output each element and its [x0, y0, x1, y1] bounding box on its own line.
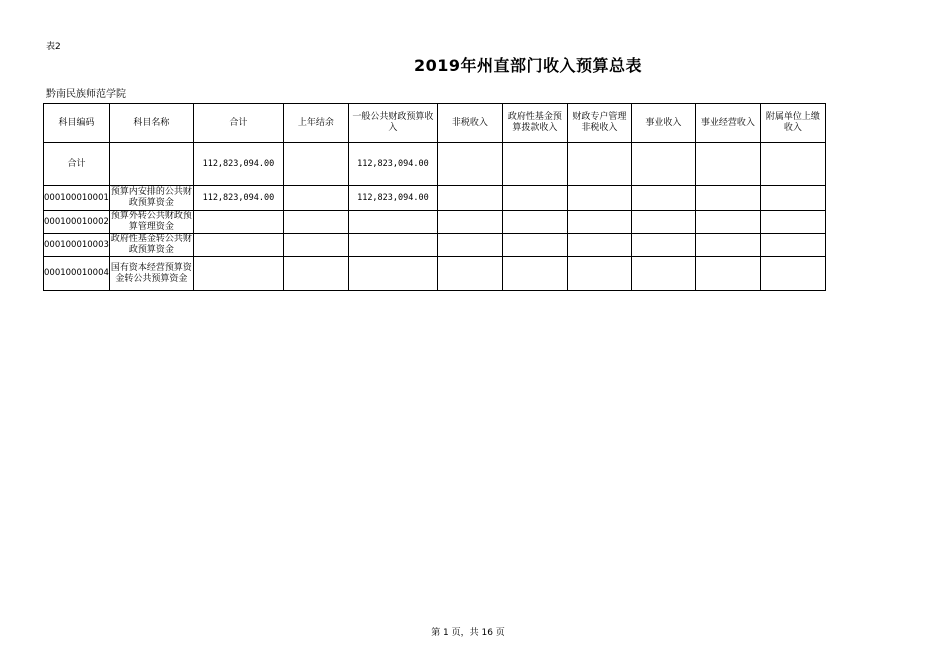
- sheet-label: 表2: [46, 42, 61, 52]
- table-cell: [283, 234, 348, 257]
- table-cell: [567, 234, 631, 257]
- table-row: [44, 211, 826, 234]
- table-header-row: [44, 104, 826, 143]
- table-cell: [760, 234, 825, 257]
- table-cell: [283, 257, 348, 291]
- header-cell: 政府性基金预算拨款收入: [502, 104, 567, 143]
- table-row: [44, 234, 826, 257]
- table-cell: [695, 211, 760, 234]
- page-title: 2019年州直部门收入预算总表: [414, 56, 643, 75]
- table-cell: [695, 143, 760, 186]
- table-row: [44, 257, 826, 291]
- table-cell: [437, 257, 502, 291]
- header-cell: 科目名称: [109, 104, 193, 143]
- table-cell: 政府性基金转公共财政预算资金: [110, 234, 192, 255]
- total-row: [44, 143, 826, 186]
- table-cell: [760, 257, 825, 291]
- table-cell: [502, 186, 567, 211]
- table-cell: [348, 257, 437, 291]
- table-cell: [283, 211, 348, 234]
- table-cell: [631, 143, 695, 186]
- table-cell: [567, 257, 631, 291]
- table-cell: [567, 143, 631, 186]
- table-cell: 000100010003: [44, 234, 110, 257]
- table-cell: 112,823,094.00: [348, 186, 437, 211]
- table-cell: 000100010001: [44, 186, 110, 211]
- table-cell: [695, 234, 760, 257]
- table-cell: [760, 211, 825, 234]
- header-cell: 一般公共财政预算收入: [348, 104, 437, 143]
- table-cell: [437, 211, 502, 234]
- table-cell: [193, 211, 283, 234]
- table-cell: [760, 143, 825, 186]
- header-cell: 科目编码: [44, 104, 110, 143]
- header-cell: 事业经营收入: [695, 104, 760, 143]
- organization-name: 黔南民族师范学院: [46, 89, 126, 100]
- header-cell: 非税收入: [437, 104, 502, 143]
- header-cell: 财政专户管理非税收入: [567, 104, 631, 143]
- table-cell: [631, 257, 695, 291]
- table-cell: 国有资本经营预算资金转公共预算资金: [109, 257, 193, 291]
- table-cell: [695, 186, 760, 211]
- table-cell: [437, 143, 502, 186]
- table-cell: [567, 186, 631, 211]
- table-cell: 112,823,094.00: [348, 143, 437, 186]
- table-cell: [283, 186, 348, 211]
- table-cell: [760, 186, 825, 211]
- header-cell: 上年结余: [283, 104, 348, 143]
- table-cell: [437, 234, 502, 257]
- table-cell: [348, 234, 437, 257]
- page-footer: 第 1 页，共 16 页: [431, 628, 505, 638]
- header-cell: 附属单位上缴收入: [760, 104, 825, 143]
- table-cell: [567, 211, 631, 234]
- table-cell: [695, 257, 760, 291]
- table-cell: 112,823,094.00: [193, 143, 283, 186]
- table-cell: 合计: [44, 143, 110, 186]
- table-cell: [109, 143, 193, 186]
- table-cell: 112,823,094.00: [193, 186, 283, 211]
- table-cell: [502, 143, 567, 186]
- table-cell: [631, 211, 695, 234]
- table-cell: [193, 257, 283, 291]
- table-cell: [631, 234, 695, 257]
- header-cell: 合计: [193, 104, 283, 143]
- table-cell: [502, 234, 567, 257]
- table-cell: 000100010002: [44, 211, 110, 234]
- table-cell: [502, 257, 567, 291]
- table-cell: [437, 186, 502, 211]
- table-cell: 预算外转公共财政预算管理资金: [110, 211, 192, 232]
- table-cell: [348, 211, 437, 234]
- table-cell: 预算内安排的公共财政预算资金: [109, 186, 193, 211]
- table-cell: [631, 186, 695, 211]
- table-cell: [502, 211, 567, 234]
- table-cell: [193, 234, 283, 257]
- budget-table: [43, 103, 826, 291]
- table-row: [44, 186, 826, 211]
- table-cell: [283, 143, 348, 186]
- header-cell: 事业收入: [631, 104, 695, 143]
- table-cell: 000100010004: [44, 257, 110, 291]
